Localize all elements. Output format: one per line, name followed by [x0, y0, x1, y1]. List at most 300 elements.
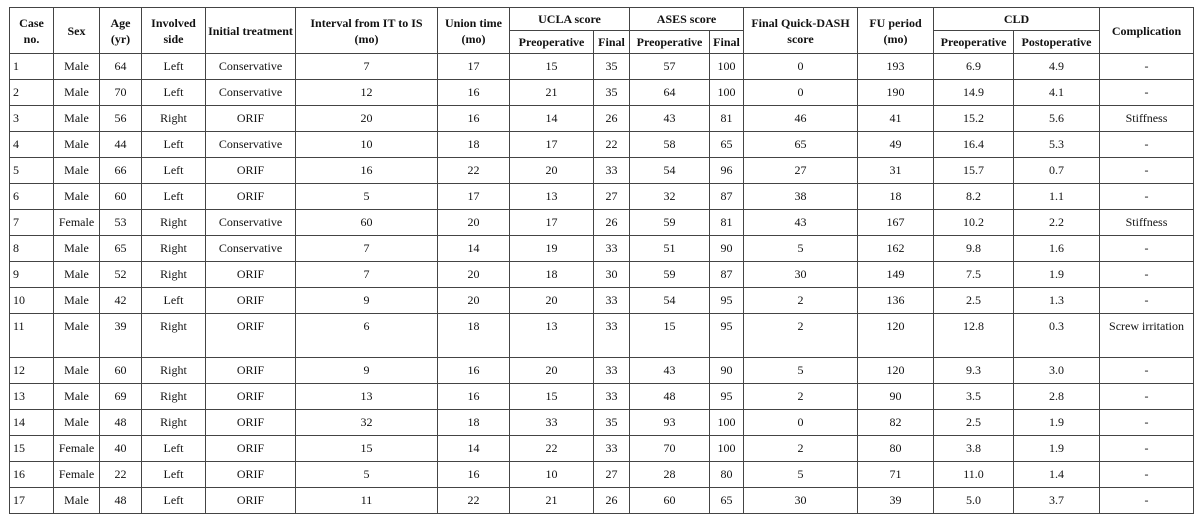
cell-involved-side: Left	[142, 158, 206, 184]
cell-ucla-final: 26	[594, 106, 630, 132]
cell-cld-preop: 7.5	[934, 262, 1014, 288]
cell-initial-treatment: ORIF	[206, 488, 296, 514]
cell-ases-preop: 59	[630, 210, 710, 236]
cell-ases-final: 87	[710, 184, 744, 210]
cell-case-no: 7	[10, 210, 54, 236]
cell-sex: Male	[54, 314, 100, 358]
cell-initial-treatment: ORIF	[206, 314, 296, 358]
cell-sex: Male	[54, 54, 100, 80]
cell-cld-preop: 12.8	[934, 314, 1014, 358]
cell-complication: -	[1100, 358, 1194, 384]
cell-fu-period: 41	[858, 106, 934, 132]
cell-complication: -	[1100, 184, 1194, 210]
cell-sex: Male	[54, 488, 100, 514]
table-row	[10, 184, 1194, 210]
cell-sex: Male	[54, 106, 100, 132]
cell-ases-final: 95	[710, 288, 744, 314]
cell-ases-preop: 70	[630, 436, 710, 462]
cell-age: 52	[100, 262, 142, 288]
cell-fu-period: 80	[858, 436, 934, 462]
cell-union-time: 16	[438, 358, 510, 384]
cell-fu-period: 31	[858, 158, 934, 184]
cell-ases-preop: 57	[630, 54, 710, 80]
cell-complication: -	[1100, 488, 1194, 514]
cell-quick-dash: 2	[744, 436, 858, 462]
cell-ases-preop: 58	[630, 132, 710, 158]
cell-case-no: 12	[10, 358, 54, 384]
cell-case-no: 16	[10, 462, 54, 488]
cell-initial-treatment: Conservative	[206, 80, 296, 106]
cell-age: 22	[100, 462, 142, 488]
cell-union-time: 16	[438, 80, 510, 106]
cell-ucla-final: 33	[594, 436, 630, 462]
cell-cld-postop: 1.9	[1014, 410, 1100, 436]
cell-sex: Female	[54, 462, 100, 488]
cell-case-no: 9	[10, 262, 54, 288]
cell-initial-treatment: ORIF	[206, 436, 296, 462]
cell-complication: -	[1100, 132, 1194, 158]
cell-sex: Male	[54, 132, 100, 158]
header-quick-dash: Final Quick-DASH score	[744, 8, 858, 54]
cell-ases-final: 81	[710, 210, 744, 236]
cell-fu-period: 120	[858, 358, 934, 384]
cell-ucla-preop: 13	[510, 184, 594, 210]
cell-cld-preop: 2.5	[934, 410, 1014, 436]
cell-involved-side: Right	[142, 384, 206, 410]
cell-union-time: 17	[438, 184, 510, 210]
cell-ucla-preop: 21	[510, 488, 594, 514]
cell-involved-side: Right	[142, 410, 206, 436]
cell-complication: -	[1100, 80, 1194, 106]
cell-ases-final: 96	[710, 158, 744, 184]
header-ucla-preop: Preoperative	[510, 31, 594, 54]
cell-quick-dash: 38	[744, 184, 858, 210]
cell-complication: -	[1100, 410, 1194, 436]
cell-age: 53	[100, 210, 142, 236]
cell-involved-side: Right	[142, 262, 206, 288]
cell-cld-preop: 11.0	[934, 462, 1014, 488]
cell-initial-treatment: ORIF	[206, 106, 296, 132]
cell-ucla-final: 35	[594, 54, 630, 80]
cell-ucla-final: 35	[594, 80, 630, 106]
cell-initial-treatment: ORIF	[206, 158, 296, 184]
cell-cld-preop: 16.4	[934, 132, 1014, 158]
cell-case-no: 3	[10, 106, 54, 132]
header-ucla-score: UCLA score	[510, 8, 630, 31]
cell-involved-side: Left	[142, 132, 206, 158]
cell-interval: 7	[296, 262, 438, 288]
cell-cld-postop: 5.3	[1014, 132, 1100, 158]
cell-union-time: 18	[438, 314, 510, 358]
cell-union-time: 18	[438, 132, 510, 158]
cell-cld-postop: 5.6	[1014, 106, 1100, 132]
cell-ases-preop: 64	[630, 80, 710, 106]
cell-age: 69	[100, 384, 142, 410]
cell-ucla-preop: 17	[510, 132, 594, 158]
cell-ases-final: 65	[710, 132, 744, 158]
cell-fu-period: 120	[858, 314, 934, 358]
table-row	[10, 314, 1194, 358]
cell-cld-postop: 1.9	[1014, 436, 1100, 462]
cell-fu-period: 162	[858, 236, 934, 262]
cell-ucla-preop: 33	[510, 410, 594, 436]
cell-age: 48	[100, 410, 142, 436]
cell-ucla-preop: 18	[510, 262, 594, 288]
cell-ucla-preop: 15	[510, 54, 594, 80]
cell-union-time: 16	[438, 384, 510, 410]
cell-age: 44	[100, 132, 142, 158]
cell-quick-dash: 30	[744, 488, 858, 514]
cell-sex: Male	[54, 358, 100, 384]
cell-cld-preop: 5.0	[934, 488, 1014, 514]
cell-ases-final: 100	[710, 410, 744, 436]
table-row	[10, 384, 1194, 410]
cell-ases-preop: 15	[630, 314, 710, 358]
cell-ucla-preop: 13	[510, 314, 594, 358]
cell-fu-period: 82	[858, 410, 934, 436]
cell-involved-side: Right	[142, 358, 206, 384]
cell-age: 70	[100, 80, 142, 106]
cell-age: 48	[100, 488, 142, 514]
table-row	[10, 132, 1194, 158]
cell-ucla-final: 22	[594, 132, 630, 158]
cell-ases-final: 95	[710, 384, 744, 410]
cell-ases-final: 100	[710, 54, 744, 80]
cell-cld-postop: 2.8	[1014, 384, 1100, 410]
header-case-no: Case no.	[10, 8, 54, 54]
cell-age: 39	[100, 314, 142, 358]
cell-complication: Screw irritation	[1100, 314, 1194, 358]
cell-cld-preop: 14.9	[934, 80, 1014, 106]
cell-case-no: 1	[10, 54, 54, 80]
cell-interval: 9	[296, 288, 438, 314]
cell-ases-final: 81	[710, 106, 744, 132]
cell-fu-period: 193	[858, 54, 934, 80]
cell-ucla-final: 33	[594, 288, 630, 314]
cell-cld-postop: 1.6	[1014, 236, 1100, 262]
cell-ases-final: 90	[710, 358, 744, 384]
header-ases-score: ASES score	[630, 8, 744, 31]
cell-complication: -	[1100, 262, 1194, 288]
cell-ases-preop: 60	[630, 488, 710, 514]
header-ucla-final: Final	[594, 31, 630, 54]
cell-ucla-preop: 19	[510, 236, 594, 262]
cell-case-no: 10	[10, 288, 54, 314]
cell-case-no: 2	[10, 80, 54, 106]
cell-ucla-final: 33	[594, 358, 630, 384]
cell-ucla-preop: 22	[510, 436, 594, 462]
cell-quick-dash: 0	[744, 410, 858, 436]
cell-union-time: 14	[438, 436, 510, 462]
cell-quick-dash: 5	[744, 358, 858, 384]
cell-initial-treatment: ORIF	[206, 288, 296, 314]
cell-cld-postop: 1.9	[1014, 262, 1100, 288]
cell-union-time: 20	[438, 288, 510, 314]
cell-ases-preop: 51	[630, 236, 710, 262]
cell-involved-side: Left	[142, 462, 206, 488]
cell-involved-side: Left	[142, 54, 206, 80]
cell-sex: Male	[54, 184, 100, 210]
cell-ucla-preop: 14	[510, 106, 594, 132]
cell-case-no: 15	[10, 436, 54, 462]
table-row	[10, 358, 1194, 384]
cell-ases-final: 100	[710, 436, 744, 462]
cell-sex: Male	[54, 80, 100, 106]
cell-sex: Female	[54, 436, 100, 462]
cell-cld-postop: 4.9	[1014, 54, 1100, 80]
cell-involved-side: Right	[142, 210, 206, 236]
cell-fu-period: 49	[858, 132, 934, 158]
header-ases-preop: Preoperative	[630, 31, 710, 54]
header-union-time: Union time (mo)	[438, 8, 510, 54]
cell-ases-preop: 28	[630, 462, 710, 488]
cell-union-time: 22	[438, 158, 510, 184]
cell-interval: 12	[296, 80, 438, 106]
cell-case-no: 8	[10, 236, 54, 262]
cell-ases-preop: 48	[630, 384, 710, 410]
cell-initial-treatment: Conservative	[206, 132, 296, 158]
cell-age: 65	[100, 236, 142, 262]
cell-quick-dash: 2	[744, 288, 858, 314]
cell-quick-dash: 43	[744, 210, 858, 236]
cell-case-no: 14	[10, 410, 54, 436]
cell-case-no: 13	[10, 384, 54, 410]
cell-sex: Male	[54, 288, 100, 314]
cell-cld-preop: 3.8	[934, 436, 1014, 462]
cell-cld-preop: 3.5	[934, 384, 1014, 410]
table-row	[10, 462, 1194, 488]
header-sex: Sex	[54, 8, 100, 54]
cell-interval: 5	[296, 184, 438, 210]
cell-quick-dash: 2	[744, 384, 858, 410]
cell-ases-final: 65	[710, 488, 744, 514]
cell-quick-dash: 46	[744, 106, 858, 132]
cell-fu-period: 149	[858, 262, 934, 288]
cell-ases-final: 100	[710, 80, 744, 106]
cell-case-no: 11	[10, 314, 54, 358]
cell-age: 64	[100, 54, 142, 80]
cell-ucla-preop: 17	[510, 210, 594, 236]
cell-initial-treatment: ORIF	[206, 262, 296, 288]
header-cld-postop: Postoperative	[1014, 31, 1100, 54]
cell-interval: 32	[296, 410, 438, 436]
cell-union-time: 16	[438, 462, 510, 488]
header-cld: CLD	[934, 8, 1100, 31]
cell-sex: Male	[54, 262, 100, 288]
cell-ucla-preop: 21	[510, 80, 594, 106]
cell-ucla-final: 35	[594, 410, 630, 436]
cell-ucla-final: 33	[594, 384, 630, 410]
cell-complication: Stiffness	[1100, 106, 1194, 132]
cell-ases-final: 87	[710, 262, 744, 288]
cell-initial-treatment: ORIF	[206, 358, 296, 384]
cell-sex: Male	[54, 410, 100, 436]
cell-ases-final: 90	[710, 236, 744, 262]
cell-cld-preop: 9.3	[934, 358, 1014, 384]
table-row	[10, 410, 1194, 436]
cell-involved-side: Left	[142, 288, 206, 314]
cell-cld-preop: 6.9	[934, 54, 1014, 80]
cell-involved-side: Left	[142, 436, 206, 462]
cell-cld-postop: 0.7	[1014, 158, 1100, 184]
cell-quick-dash: 5	[744, 462, 858, 488]
cell-complication: -	[1100, 384, 1194, 410]
cell-initial-treatment: Conservative	[206, 210, 296, 236]
header-fu-period: FU period (mo)	[858, 8, 934, 54]
cell-sex: Male	[54, 236, 100, 262]
cell-ases-preop: 93	[630, 410, 710, 436]
header-age: Age (yr)	[100, 8, 142, 54]
table-body	[10, 54, 1194, 514]
cell-union-time: 16	[438, 106, 510, 132]
cell-case-no: 6	[10, 184, 54, 210]
cell-ucla-preop: 15	[510, 384, 594, 410]
cell-quick-dash: 65	[744, 132, 858, 158]
cell-cld-postop: 0.3	[1014, 314, 1100, 358]
cell-ucla-final: 33	[594, 158, 630, 184]
cell-complication: -	[1100, 436, 1194, 462]
cell-ases-preop: 43	[630, 106, 710, 132]
cell-case-no: 4	[10, 132, 54, 158]
table-row	[10, 54, 1194, 80]
cell-ucla-final: 27	[594, 462, 630, 488]
cell-ases-preop: 54	[630, 158, 710, 184]
cell-ases-preop: 59	[630, 262, 710, 288]
cell-interval: 11	[296, 488, 438, 514]
cell-involved-side: Left	[142, 184, 206, 210]
table-row	[10, 158, 1194, 184]
cell-case-no: 5	[10, 158, 54, 184]
cell-age: 40	[100, 436, 142, 462]
cell-age: 60	[100, 358, 142, 384]
cell-fu-period: 39	[858, 488, 934, 514]
cell-quick-dash: 0	[744, 54, 858, 80]
cell-fu-period: 18	[858, 184, 934, 210]
table-row	[10, 106, 1194, 132]
cell-cld-postop: 1.3	[1014, 288, 1100, 314]
cell-union-time: 20	[438, 210, 510, 236]
table-row	[10, 436, 1194, 462]
cell-interval: 15	[296, 436, 438, 462]
cell-involved-side: Right	[142, 236, 206, 262]
cell-fu-period: 90	[858, 384, 934, 410]
cell-interval: 13	[296, 384, 438, 410]
cell-fu-period: 167	[858, 210, 934, 236]
cell-involved-side: Right	[142, 314, 206, 358]
cell-involved-side: Left	[142, 488, 206, 514]
cell-cld-preop: 15.2	[934, 106, 1014, 132]
cell-initial-treatment: ORIF	[206, 384, 296, 410]
cell-sex: Female	[54, 210, 100, 236]
cell-complication: -	[1100, 54, 1194, 80]
cell-ucla-final: 30	[594, 262, 630, 288]
cell-interval: 16	[296, 158, 438, 184]
cell-complication: -	[1100, 158, 1194, 184]
cell-age: 60	[100, 184, 142, 210]
header-initial-treatment: Initial treatment	[206, 8, 296, 54]
cell-interval: 7	[296, 54, 438, 80]
cell-case-no: 17	[10, 488, 54, 514]
cell-union-time: 18	[438, 410, 510, 436]
cell-ases-preop: 43	[630, 358, 710, 384]
table-row	[10, 80, 1194, 106]
cell-interval: 5	[296, 462, 438, 488]
cell-interval: 9	[296, 358, 438, 384]
cell-cld-postop: 3.0	[1014, 358, 1100, 384]
cell-interval: 60	[296, 210, 438, 236]
cell-initial-treatment: Conservative	[206, 54, 296, 80]
cell-sex: Male	[54, 384, 100, 410]
cell-cld-preop: 8.2	[934, 184, 1014, 210]
cell-quick-dash: 0	[744, 80, 858, 106]
cell-initial-treatment: ORIF	[206, 462, 296, 488]
table-row	[10, 210, 1194, 236]
cell-quick-dash: 30	[744, 262, 858, 288]
table-header	[10, 8, 1194, 54]
cell-interval: 6	[296, 314, 438, 358]
table-row	[10, 262, 1194, 288]
cell-quick-dash: 27	[744, 158, 858, 184]
cell-union-time: 22	[438, 488, 510, 514]
cell-interval: 20	[296, 106, 438, 132]
cell-age: 56	[100, 106, 142, 132]
cell-ucla-final: 26	[594, 488, 630, 514]
cell-cld-postop: 4.1	[1014, 80, 1100, 106]
header-interval: Interval from IT to IS (mo)	[296, 8, 438, 54]
cell-initial-treatment: ORIF	[206, 410, 296, 436]
cell-ucla-final: 33	[594, 236, 630, 262]
cell-union-time: 14	[438, 236, 510, 262]
cell-ases-preop: 54	[630, 288, 710, 314]
cell-initial-treatment: ORIF	[206, 184, 296, 210]
cell-cld-preop: 2.5	[934, 288, 1014, 314]
cell-fu-period: 136	[858, 288, 934, 314]
cell-ases-preop: 32	[630, 184, 710, 210]
cell-complication: Stiffness	[1100, 210, 1194, 236]
header-cld-preop: Preoperative	[934, 31, 1014, 54]
cell-ucla-final: 27	[594, 184, 630, 210]
cell-union-time: 20	[438, 262, 510, 288]
cell-ucla-preop: 20	[510, 288, 594, 314]
cell-age: 66	[100, 158, 142, 184]
cell-sex: Male	[54, 158, 100, 184]
cell-ucla-final: 33	[594, 314, 630, 358]
cell-ucla-final: 26	[594, 210, 630, 236]
cell-fu-period: 71	[858, 462, 934, 488]
cell-ucla-preop: 10	[510, 462, 594, 488]
cell-ases-final: 95	[710, 314, 744, 358]
cell-complication: -	[1100, 462, 1194, 488]
header-ases-final: Final	[710, 31, 744, 54]
cell-fu-period: 190	[858, 80, 934, 106]
table-row	[10, 488, 1194, 514]
cell-complication: -	[1100, 288, 1194, 314]
cell-cld-preop: 15.7	[934, 158, 1014, 184]
case-summary-table	[9, 7, 1194, 514]
table-row	[10, 288, 1194, 314]
cell-cld-postop: 1.4	[1014, 462, 1100, 488]
cell-quick-dash: 5	[744, 236, 858, 262]
cell-cld-preop: 10.2	[934, 210, 1014, 236]
cell-involved-side: Right	[142, 106, 206, 132]
cell-ucla-preop: 20	[510, 358, 594, 384]
cell-cld-postop: 2.2	[1014, 210, 1100, 236]
table-row	[10, 236, 1194, 262]
cell-ucla-preop: 20	[510, 158, 594, 184]
cell-quick-dash: 2	[744, 314, 858, 358]
header-complication: Complication	[1100, 8, 1194, 54]
cell-initial-treatment: Conservative	[206, 236, 296, 262]
